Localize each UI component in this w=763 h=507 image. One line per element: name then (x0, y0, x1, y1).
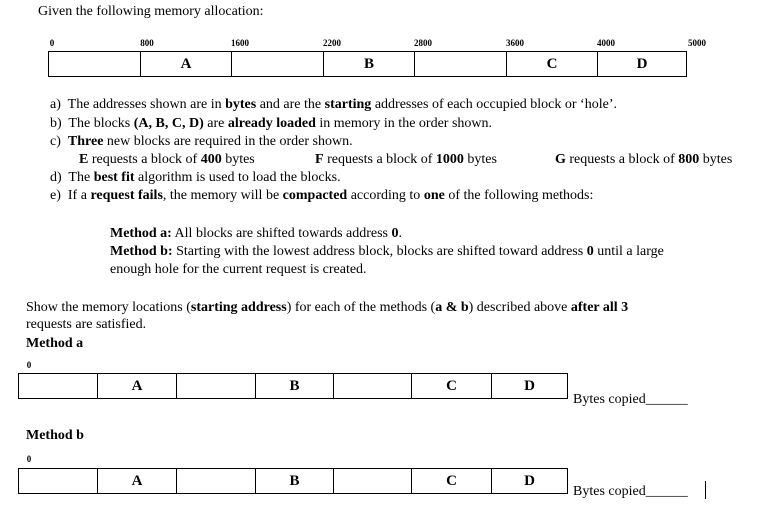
memory-block-d: D (636, 55, 648, 72)
memory-hole (19, 469, 98, 493)
tick-label: 2200 (323, 38, 341, 48)
emphasis-text: compacted (282, 188, 348, 203)
list-item (50, 170, 341, 186)
bytes-copied-field[interactable]: Bytes copied______ (573, 392, 688, 407)
memory-block-c: C (412, 469, 492, 493)
text-span: bytes (221, 152, 255, 167)
list-item (50, 97, 617, 113)
emphasis-text: a & b (435, 300, 469, 315)
zero-address-label: 0 (26, 360, 32, 370)
text: addresses of each occupied block or ‘hole’. (371, 97, 617, 112)
text-span: according to (347, 188, 424, 203)
method-b-description (110, 244, 664, 260)
list-marker: a) (50, 97, 61, 112)
text-span: Show the memory locations ( (26, 300, 191, 315)
text-span: bytes (699, 152, 733, 167)
zero-address-label: 0 (26, 454, 32, 464)
emphasis-text: after all 3 (570, 300, 629, 315)
emphasis-text: 1000 (435, 152, 464, 167)
question-text (26, 300, 628, 316)
emphasis-text: best fit (93, 170, 135, 185)
text: are (203, 116, 228, 131)
emphasis: bytes (225, 97, 257, 112)
memory-block-a: A (98, 469, 177, 493)
request-e (79, 152, 255, 168)
text-cursor (705, 481, 706, 499)
memory-hole (177, 469, 256, 493)
text-span: The (68, 170, 94, 185)
tick-label: 4000 (597, 38, 615, 48)
text-span: until a large (593, 244, 664, 259)
emphasis: already loaded (227, 116, 316, 131)
tick-label: 1600 (231, 38, 249, 48)
emphasis-text: 0 (391, 226, 399, 241)
emphasis-text: 800 (678, 152, 700, 167)
memory-hole (334, 374, 412, 398)
memory-hole (232, 52, 324, 76)
list-marker: d) (50, 170, 62, 185)
memory-block-a: A (141, 52, 232, 76)
method-a-memory-bar (18, 373, 568, 399)
emphasis: (A, B, C, D) (133, 116, 204, 131)
method-b-description-cont: enough hole for the current request is created. (110, 262, 367, 277)
request-f (315, 152, 497, 168)
memory-hole (49, 52, 141, 76)
text-span: requests a block of (88, 152, 201, 167)
memory-block-d: D (524, 377, 535, 394)
emphasis-text: 0 (586, 244, 594, 259)
emphasis: Three (67, 134, 104, 149)
emphasis-text: one (423, 188, 445, 203)
method-a-description: Method a: All blocks are shifted towards address 0. (110, 226, 403, 241)
text-span: Starting with the lowest address block, blocks are shifted toward address (172, 244, 587, 259)
list-marker: b) (50, 116, 62, 131)
emphasis-text: Method a: (110, 226, 172, 241)
memory-hole (177, 374, 256, 398)
tick-label: 3600 (506, 38, 524, 48)
text: and are the (256, 97, 325, 112)
text: The addresses shown are in (67, 97, 226, 112)
text-span: ) described above (468, 300, 571, 315)
text: in memory in the order shown. (315, 116, 493, 131)
text-span: All blocks are shifted towards address (171, 226, 392, 241)
method-b-memory-bar (18, 468, 568, 494)
text: new blocks are required in the order shown. (103, 134, 353, 149)
emphasis-text: G (555, 152, 566, 167)
list-item (50, 116, 492, 132)
text-span: requests a block of (323, 152, 436, 167)
list-item (50, 188, 593, 204)
intro-text: Given the following memory allocation: (38, 4, 264, 19)
text-span: If a (67, 188, 91, 203)
request-g (555, 152, 732, 168)
initial-memory-bar (48, 51, 687, 77)
tick-label: 800 (140, 38, 154, 48)
emphasis-text: Method b: (110, 244, 173, 259)
list-marker: c) (50, 134, 61, 149)
bytes-copied-field[interactable]: Bytes copied______ (573, 484, 688, 499)
tick-label: 5000 (688, 38, 706, 48)
memory-block-c: C (507, 52, 598, 76)
emphasis: starting (324, 97, 372, 112)
memory-hole (415, 52, 507, 76)
emphasis-text: request fails (90, 188, 163, 203)
text-span: algorithm is used to load the blocks. (134, 170, 341, 185)
memory-block-d: D (524, 472, 535, 489)
emphasis-text: 400 (200, 152, 222, 167)
text-span: , the memory will be (162, 188, 283, 203)
method-b-title: Method b (26, 428, 84, 443)
list-marker: e) (50, 188, 61, 203)
emphasis-text: F (315, 152, 324, 167)
memory-block-b: B (256, 374, 334, 398)
emphasis-text: starting address (190, 300, 287, 315)
text: The blocks (68, 116, 134, 131)
list-item (50, 134, 353, 150)
memory-block-c: C (412, 374, 492, 398)
text-span: of the following methods: (444, 188, 594, 203)
tick-label: 0 (49, 38, 55, 48)
memory-hole (19, 374, 98, 398)
memory-block-a: A (98, 374, 177, 398)
question-text-cont: requests are satisfied. (26, 317, 147, 332)
text-span: bytes (463, 152, 497, 167)
memory-block-b: B (256, 469, 334, 493)
text-span: ) for each of the methods ( (286, 300, 436, 315)
memory-hole (334, 469, 412, 493)
emphasis-text: E (79, 152, 89, 167)
memory-block-b: B (324, 52, 415, 76)
method-a-title: Method a (26, 336, 84, 351)
tick-label: 2800 (414, 38, 432, 48)
text-span: requests a block of (565, 152, 679, 167)
